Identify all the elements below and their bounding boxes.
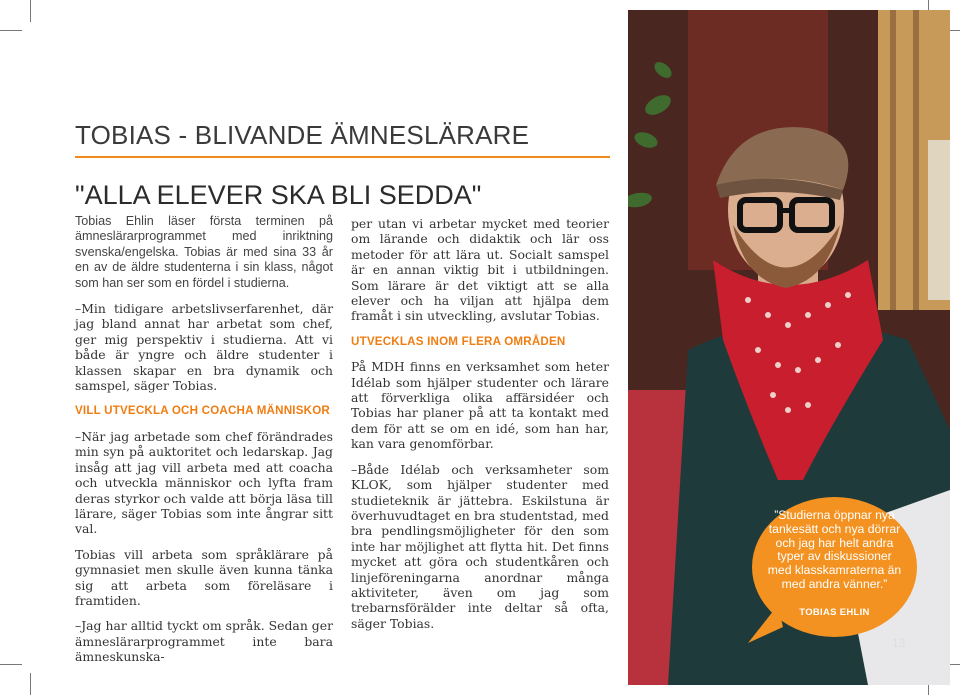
section-title: TOBIAS - BLIVANDE ÄMNESLÄRARE: [75, 120, 530, 150]
crop-mark: [30, 673, 31, 695]
crop-mark: [30, 0, 31, 22]
body-paragraph: –När jag arbetade som chef förändrades min syn på auktoritet och ledarskap. Jag insåg att jag vill arbeta med att coacha och utveckla människor och lyfta fram deras styrkor och valde att börja läsa till lärare, säger Tobias som inte ångrar sitt val.: [75, 428, 333, 537]
subheading: UTVECKLAS INOM FLERA OMRÅDEN: [351, 334, 566, 348]
pull-quote-author: TOBIAS EHLIN: [799, 607, 870, 618]
orange-rule: [75, 156, 610, 158]
body-paragraph: –Min tidigare arbetslivserfarenhet, där jag bland annat har arbetat som chef, ger mig perspektiv i studierna. Att vi både är yngre och äldre studenter i klassen skapar en bra dynamik och samspel, säger Tobias.: [75, 301, 333, 394]
body-paragraph: På MDH finns en verksamhet som heter Idélab som hjälper studenter och lärare att förverkliga olika affärsidéer och Tobias har planer på att ta kontakt med dem för att se om en idé, som han har, kan vara genomförbar.: [351, 359, 609, 452]
article-headline: "ALLA ELEVER SKA BLI SEDDA": [75, 180, 482, 210]
body-paragraph: –Jag har alltid tyckt om språk. Sedan ger ämneslärarprogrammet inte bara ämneskunska-: [75, 618, 333, 665]
text-column-left: [75, 214, 333, 675]
page-number: 13: [892, 636, 906, 650]
subheading: VILL UTVECKLA OCH COACHA MÄNNISKOR: [75, 404, 330, 418]
pull-quote-text: ”Studierna öppnar nya tankesätt och nya dörrar och jag har helt andra typer av diskussioner med klasskamraterna än med andra vänner.”: [767, 508, 902, 591]
text-column-right: [351, 216, 609, 641]
body-paragraph: –Både Idélab och verksamheter som KLOK, som hjälper studenter med studieteknik är jättebra. Eskilstuna är överhuvudtaget en bra studentstad, med bra pendlingsmöjligheter för den som inte har möjlighet att flytta hit. Det finns mycket att göra och studentkåren och linjeföreningarna anordnar många aktiviteter, även om jag som trebarnsförälder inte deltar så ofta, säger Tobias.: [351, 461, 609, 631]
body-paragraph: Tobias vill arbeta som språklärare på gymnasiet men skulle även kunna tänka sig att arbeta som föreläsare i framtiden.: [75, 546, 333, 608]
body-paragraph: per utan vi arbetar mycket med teorier om lärande och didaktik och lär oss metoder för att lära ut. Socialt samspel är en annan viktig bit i utbildningen. Som lärare är det viktigt att se alla elever och ha viljan att hjälpa dem framåt i sin utveckling, avslutar Tobias.: [351, 216, 609, 324]
crop-mark: [0, 30, 22, 31]
ingress-paragraph: Tobias Ehlin läser första terminen på ämneslärarprogrammet med inriktning svenska/engelska. Tobias är med sina 33 år en av de äldre studenterna i sin klass, något som han ser som en fördel i studierna.: [75, 214, 333, 290]
pull-quote-bubble: [752, 497, 917, 637]
crop-mark: [0, 664, 22, 665]
